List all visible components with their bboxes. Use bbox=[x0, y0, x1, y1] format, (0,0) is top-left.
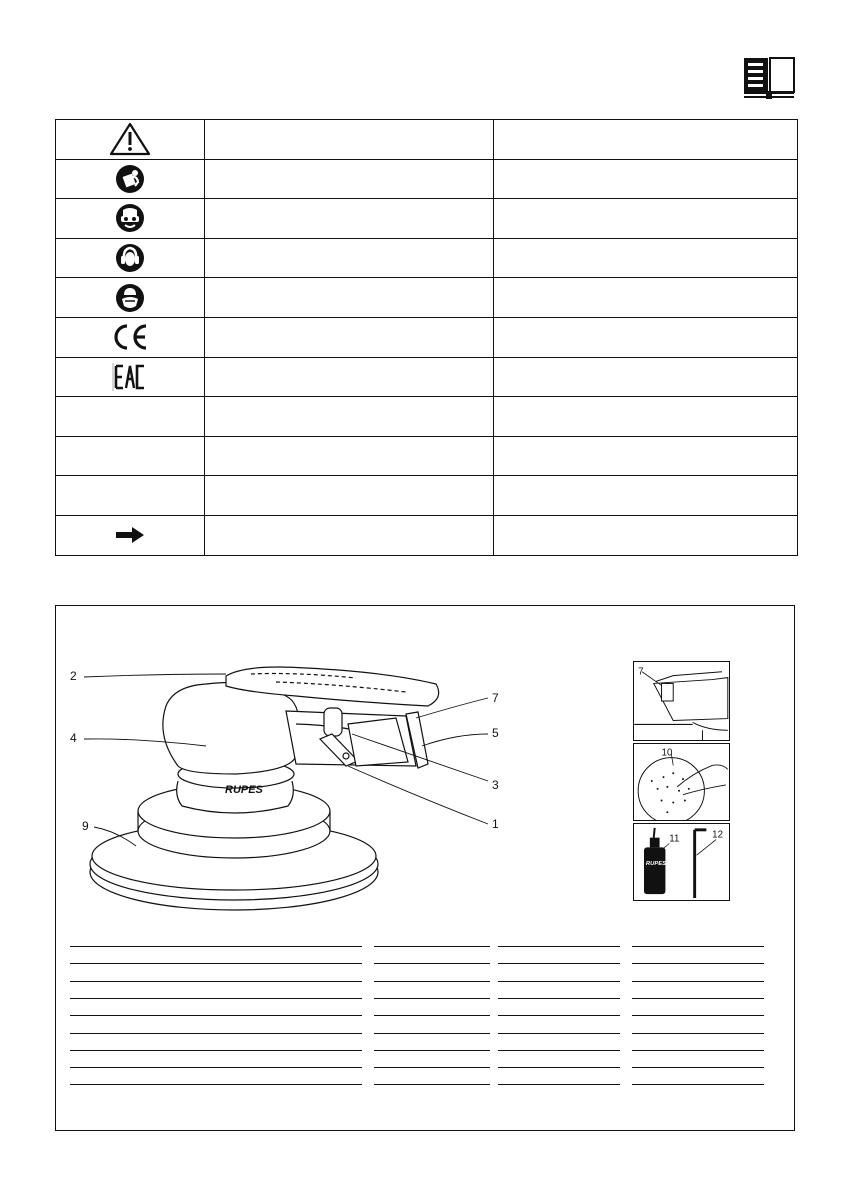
parts-list-rule bbox=[374, 1084, 490, 1085]
inset-oil-and-key bbox=[633, 823, 730, 901]
callout-9: 9 bbox=[82, 819, 89, 833]
table-cell bbox=[205, 317, 494, 357]
symbols-table bbox=[55, 119, 798, 556]
table-cell bbox=[494, 436, 798, 476]
parts-list-rule bbox=[70, 998, 362, 999]
table-cell bbox=[205, 199, 494, 239]
parts-list-rule bbox=[632, 946, 764, 947]
table-cell bbox=[494, 238, 798, 278]
table-cell bbox=[494, 120, 798, 160]
table-cell bbox=[205, 515, 494, 555]
table-cell bbox=[205, 436, 494, 476]
table-row bbox=[56, 357, 798, 397]
table-row bbox=[56, 238, 798, 278]
inset-callout-10: 10 bbox=[661, 747, 673, 759]
table-cell bbox=[56, 476, 205, 516]
parts-list-rule bbox=[374, 998, 490, 999]
table-row bbox=[56, 515, 798, 555]
parts-list-rule bbox=[374, 946, 490, 947]
table-cell bbox=[494, 397, 798, 437]
table-cell bbox=[494, 199, 798, 239]
parts-list-rule bbox=[498, 963, 620, 964]
parts-list-rule bbox=[632, 998, 764, 999]
parts-list-rule bbox=[498, 981, 620, 982]
table-cell bbox=[494, 357, 798, 397]
table-cell bbox=[56, 397, 205, 437]
parts-list-rule bbox=[632, 981, 764, 982]
table-row bbox=[56, 397, 798, 437]
inset-bottle-brand: RUPES bbox=[645, 860, 667, 867]
parts-list-rule bbox=[498, 998, 620, 999]
parts-list-rule bbox=[70, 1033, 362, 1034]
table-row bbox=[56, 199, 798, 239]
callout-2: 2 bbox=[70, 669, 77, 683]
parts-list-rule bbox=[632, 1067, 764, 1068]
parts-list-rule bbox=[70, 963, 362, 964]
table-row bbox=[56, 278, 798, 318]
parts-list-rule bbox=[632, 1015, 764, 1016]
parts-list-rule bbox=[70, 981, 362, 982]
eye-protection-mandatory-icon bbox=[56, 199, 205, 239]
callout-5: 5 bbox=[492, 726, 499, 740]
inset-speed-regulator bbox=[633, 661, 730, 741]
parts-list-rule bbox=[498, 1015, 620, 1016]
table-cell bbox=[494, 159, 798, 199]
table-cell bbox=[205, 278, 494, 318]
table-row bbox=[56, 317, 798, 357]
table-cell bbox=[494, 476, 798, 516]
table-cell bbox=[205, 476, 494, 516]
parts-list-rule bbox=[374, 1015, 490, 1016]
parts-list-rule bbox=[498, 1050, 620, 1051]
parts-list-rule bbox=[374, 1067, 490, 1068]
eac-mark-icon bbox=[56, 357, 205, 397]
parts-list-rule bbox=[70, 946, 362, 947]
ce-mark-icon bbox=[56, 317, 205, 357]
table-cell bbox=[205, 120, 494, 160]
read-manual-mandatory-icon bbox=[56, 159, 205, 199]
arrow-right-icon bbox=[56, 515, 205, 555]
table-cell bbox=[494, 515, 798, 555]
parts-list-rule bbox=[498, 1033, 620, 1034]
callout-3: 3 bbox=[492, 778, 499, 792]
parts-list-rule bbox=[374, 1050, 490, 1051]
ear-protection-mandatory-icon bbox=[56, 238, 205, 278]
parts-list-rule bbox=[374, 981, 490, 982]
table-cell bbox=[56, 436, 205, 476]
parts-list-rule bbox=[70, 1015, 362, 1016]
parts-list-rule bbox=[632, 1084, 764, 1085]
parts-list-rule bbox=[632, 963, 764, 964]
parts-list-rule bbox=[70, 1050, 362, 1051]
parts-list-rule bbox=[70, 1084, 362, 1085]
parts-list-rule bbox=[498, 1084, 620, 1085]
callout-7: 7 bbox=[492, 691, 499, 705]
table-row bbox=[56, 120, 798, 160]
parts-list-rule bbox=[374, 963, 490, 964]
parts-list-rule bbox=[632, 1050, 764, 1051]
warning-triangle-icon bbox=[56, 120, 205, 160]
table-cell bbox=[494, 317, 798, 357]
tool-figure bbox=[55, 605, 795, 1131]
table-cell bbox=[205, 397, 494, 437]
dust-mask-mandatory-icon bbox=[56, 278, 205, 318]
brand-logo: RUPES bbox=[225, 784, 263, 796]
parts-list-rule bbox=[498, 946, 620, 947]
table-row bbox=[56, 159, 798, 199]
inset-callout-7: 7 bbox=[638, 666, 644, 678]
table-row bbox=[56, 436, 798, 476]
table-cell bbox=[205, 238, 494, 278]
table-cell bbox=[205, 159, 494, 199]
parts-list bbox=[70, 946, 770, 1106]
inset-callout-12: 12 bbox=[712, 829, 724, 841]
table-row bbox=[56, 476, 798, 516]
callout-4: 4 bbox=[70, 731, 77, 745]
parts-list-rule bbox=[70, 1067, 362, 1068]
table-cell bbox=[205, 357, 494, 397]
parts-list-rule bbox=[498, 1067, 620, 1068]
read-manual-book-icon bbox=[742, 57, 796, 101]
inset-callout-11: 11 bbox=[669, 833, 680, 845]
table-cell bbox=[494, 278, 798, 318]
callout-1: 1 bbox=[492, 817, 499, 831]
parts-list-rule bbox=[374, 1033, 490, 1034]
parts-list-rule bbox=[632, 1033, 764, 1034]
inset-pad-mounting bbox=[633, 743, 730, 821]
pad-housing bbox=[138, 760, 330, 858]
